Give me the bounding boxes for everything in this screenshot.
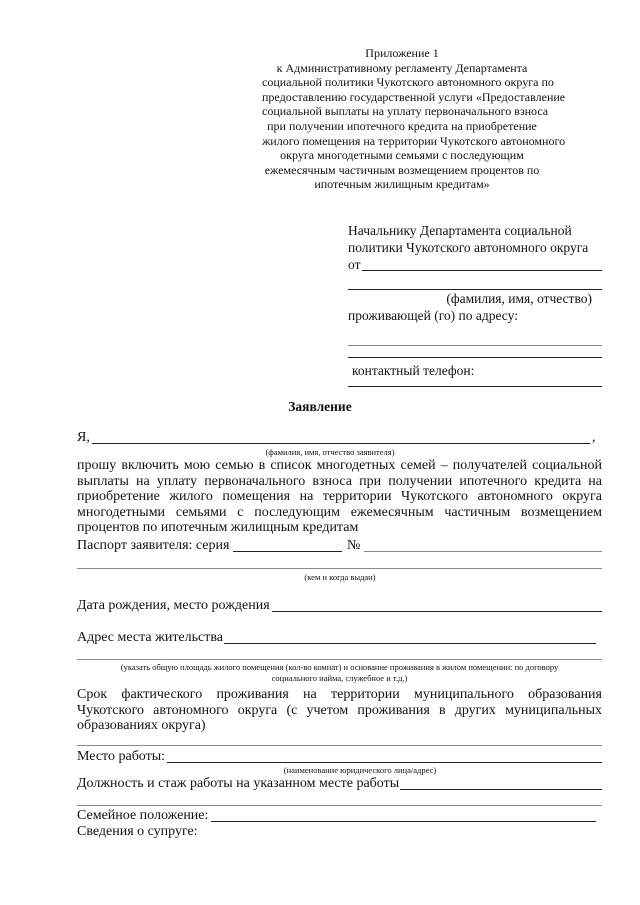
- appendix-line: при получении ипотечного кредита на приобретение: [267, 118, 537, 133]
- addressee-block: [348, 222, 604, 387]
- from-fio-field[interactable]: [362, 270, 602, 271]
- applicant-prefix: Я,: [77, 430, 90, 445]
- appendix-line: ежемесячным частичным возмещением процентов по: [264, 162, 540, 177]
- request-text: прошу включить мою семью в список многодетных семей – получателей социальной выплаты на уплату первоначального взноса при получении ипотечного кредита на приобретение жилого помещения на территории Чукотского автономного округа многодетными семьями с последующим ежемесячным частичным возмещением процентов по ипотечным жилищным кредитам: [77, 458, 602, 536]
- address-hint-2: социального найма, служебное и т.д.): [271, 673, 408, 683]
- fio-extra-row: [348, 273, 604, 290]
- address-hint-1: (указать общую площадь жилого помещения (кол-во комнат) и основание проживания в жилом помещении: по договору: [120, 662, 559, 672]
- appendix-line: социальной выплаты на уплату первоначального взноса: [262, 104, 549, 119]
- appendix-line: социальной политики Чукотского автономного округа по: [262, 75, 554, 90]
- applicant-fio-field[interactable]: [92, 443, 590, 444]
- address-extra-field[interactable]: [77, 659, 602, 660]
- fio-hint: (фамилия, имя, отчество): [446, 291, 592, 306]
- residence-term-text: Срок фактического проживания на территории муниципального образования Чукотского автономного округа (с учетом проживания в других муниципальных образованиях округа): [77, 687, 602, 734]
- phone-row: [348, 379, 604, 387]
- address-field-2[interactable]: [348, 357, 602, 358]
- work-field[interactable]: [167, 762, 602, 763]
- address-row-2: [348, 348, 604, 358]
- birth-field[interactable]: [272, 611, 602, 612]
- appendix-line: Приложение 1: [365, 46, 439, 60]
- appendix-line: жилого помещения на территории Чукотского автономного: [262, 133, 566, 148]
- address-field-1[interactable]: [348, 345, 602, 346]
- spouse-label: Сведения о супруге:: [77, 824, 198, 839]
- work-label: Место работы:: [77, 749, 166, 764]
- applicant-hint: (фамилия, имя, отчество заявителя): [265, 447, 395, 457]
- residing-label: проживающей (го) по адресу:: [348, 308, 518, 323]
- document-title: Заявление: [288, 399, 352, 414]
- address-row-1: [348, 324, 604, 348]
- from-row: [348, 256, 604, 273]
- position-field[interactable]: [400, 789, 602, 790]
- appendix-line: округа многодетными семьями с последующим: [280, 148, 524, 163]
- address-field[interactable]: [224, 643, 596, 644]
- birth-label: Дата рождения, место рождения: [77, 598, 270, 613]
- passport-series-field[interactable]: [233, 551, 342, 552]
- passport-number-field[interactable]: [364, 551, 602, 552]
- appendix-line: предоставлению государственной услуги «Предоставление: [262, 89, 566, 104]
- addressee-line-1: Начальнику Департамента социальной: [348, 223, 572, 238]
- phone-field[interactable]: [348, 386, 602, 387]
- passport-label: Паспорт заявителя: серия: [77, 538, 230, 553]
- address-label: Адрес места жительства: [77, 630, 223, 645]
- appendix-line: ипотечным жилищным кредитам»: [314, 177, 490, 192]
- position-label: Должность и стаж работы на указанном месте работы: [77, 776, 400, 791]
- passport-number-label: №: [347, 538, 361, 553]
- position-extra-field[interactable]: [77, 805, 602, 806]
- passport-hint: (кем и когда выдан): [304, 572, 376, 582]
- residence-term-field[interactable]: [77, 745, 602, 746]
- applicant-suffix: ,: [592, 430, 596, 445]
- phone-label: контактный телефон:: [352, 363, 475, 378]
- appendix-header: [262, 46, 566, 192]
- addressee-line-2: политики Чукотского автономного округа: [348, 240, 589, 255]
- appendix-line: к Административному регламенту Департамента: [276, 60, 528, 75]
- from-label: от: [348, 257, 361, 272]
- passport-issued-field[interactable]: [77, 568, 602, 569]
- work-hint: (наименование юридического лица/адрес): [283, 765, 437, 775]
- family-status-label: Семейное положение:: [77, 808, 209, 823]
- family-status-field[interactable]: [211, 821, 596, 822]
